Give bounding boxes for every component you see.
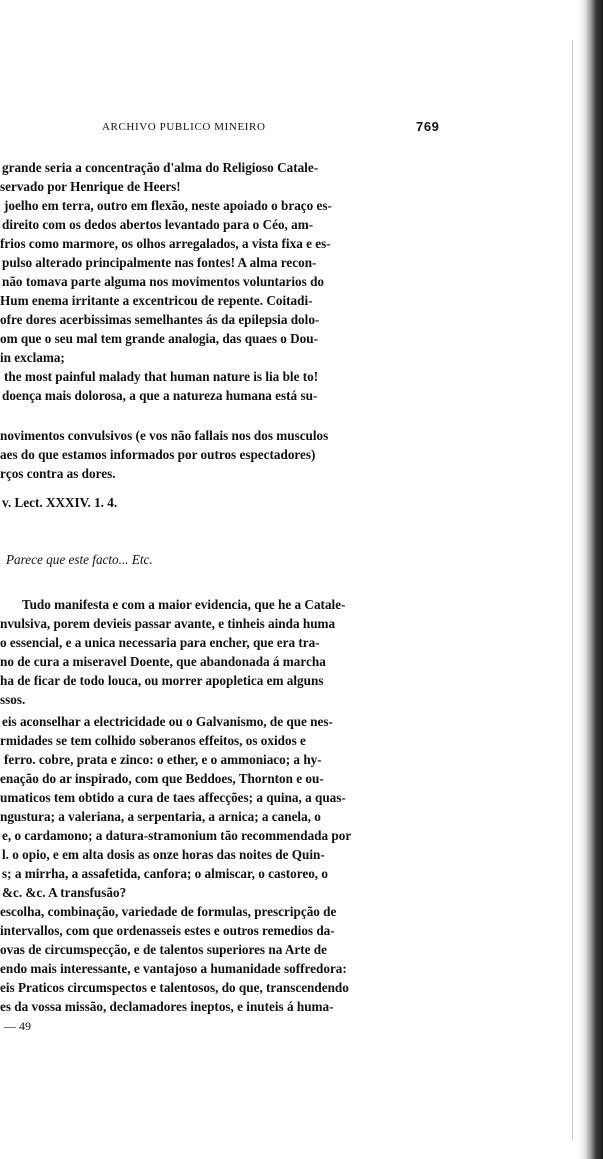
text-line: endo mais interessante, e vantajoso a humanidade soffredora: — [0, 961, 347, 976]
text-line: rços contra as dores. — [0, 466, 116, 481]
text-line: ovas de circumspecção, e de talentos superiores na Arte de — [0, 942, 327, 957]
text-line: Tudo manifesta e com a maior evidencia, que he a Catale- — [22, 597, 346, 612]
text-line: servado por Henrique de Heers! — [0, 179, 181, 194]
text-line: es da vossa missão, declamadores ineptos, e inuteis á huma- — [0, 999, 334, 1014]
text-line: escolha, combinação, variedade de formulas, prescripção de — [0, 904, 337, 919]
text-line: l. o opio, e em alta dosis as onze horas das noites de Quin- — [2, 847, 325, 862]
text-line: ferro. cobre, prata e zinco: o ether, e o ammoniaco; a hy- — [4, 752, 322, 767]
text-line: joelho em terra, outro em flexão, neste apoiado o braço es- — [4, 198, 332, 213]
text-line: om que o seu mal tem grande analogia, das quaes o Dou- — [0, 331, 318, 346]
text-line: eis Praticos circumspectos e talentosos, do que, transcendendo — [0, 980, 349, 995]
text-line: no de cura a miseravel Doente, que abandonada á marcha — [0, 654, 326, 669]
text-line: frios como marmore, os olhos arregalados, a vista fixa e es- — [0, 236, 331, 251]
signature-mark: — 49 — [4, 1019, 31, 1033]
text-line: &c. &c. A transfusão? — [2, 885, 127, 900]
text-line: o essencial, e a unica necessaria para encher, que era tra- — [0, 635, 320, 650]
text-line: Parece que este facto... Etc. — [6, 552, 153, 567]
text-line: novimentos convulsivos (e vos não fallais nos dos musculos — [0, 428, 329, 443]
text-line: direito com os dedos abertos levantado para o Céo, am- — [2, 217, 314, 232]
text-line: in exclama; — [0, 350, 65, 365]
text-line: enação do ar inspirado, com que Beddoes, Thornton e ou- — [0, 771, 324, 786]
text-line: nvulsiva, porem devieis passar avante, e tinheis ainda huma — [0, 616, 336, 631]
text-line: aes do que estamos informados por outros espectadores) — [0, 447, 316, 462]
text-line: ha de ficar de todo louca, ou morrer apopletica em alguns — [0, 673, 324, 688]
text-line: umaticos tem obtido a cura de taes affecções; a quina, a quas- — [0, 790, 346, 805]
text-line: e, o cardamono; a datura-stramonium tão recommendada por — [2, 828, 352, 843]
text-line: não tomava parte alguma nos movimentos voluntarios do — [2, 274, 325, 289]
book-spine-shadow — [579, 0, 603, 1159]
text-line: pulso alterado principalmente nas fontes! A alma recon- — [2, 255, 317, 270]
text-line: grande seria a concentração d'alma do Religioso Catale- — [2, 160, 319, 175]
text-line: ofre dores acerbissimas semelhantes ás da epilepsia dolo- — [0, 312, 320, 327]
text-line: the most painful malady that human nature is lia ble to! — [4, 369, 319, 384]
text-line: intervallos, com que ordenasseis estes e outros remedios da- — [0, 923, 335, 938]
text-line: rmidades se tem colhido soberanos effeitos, os oxidos e — [0, 733, 306, 748]
text-line: s; a mirrha, a assafetida, canfora; o almiscar, o castoreo, o — [2, 866, 328, 881]
page-header — [0, 121, 560, 135]
page-number: 769 — [416, 119, 440, 134]
text-line: Hum enema irritante a excentricou de repente. Coitadi- — [0, 293, 313, 308]
text-line: doença mais dolorosa, a que a natureza humana está su- — [2, 388, 318, 403]
text-line: ngustura; a valeriana, a serpentaria, a arnica; a canela, o — [0, 809, 321, 824]
text-line: v. Lect. XXXIV. 1. 4. — [2, 495, 118, 510]
page-edge-line — [572, 40, 573, 1140]
text-line: eis aconselhar a electricidade ou o Galvanismo, de que nes- — [2, 714, 333, 729]
running-title: ARCHIVO PUBLICO MINEIRO — [102, 121, 266, 133]
text-line: ssos. — [0, 692, 26, 707]
